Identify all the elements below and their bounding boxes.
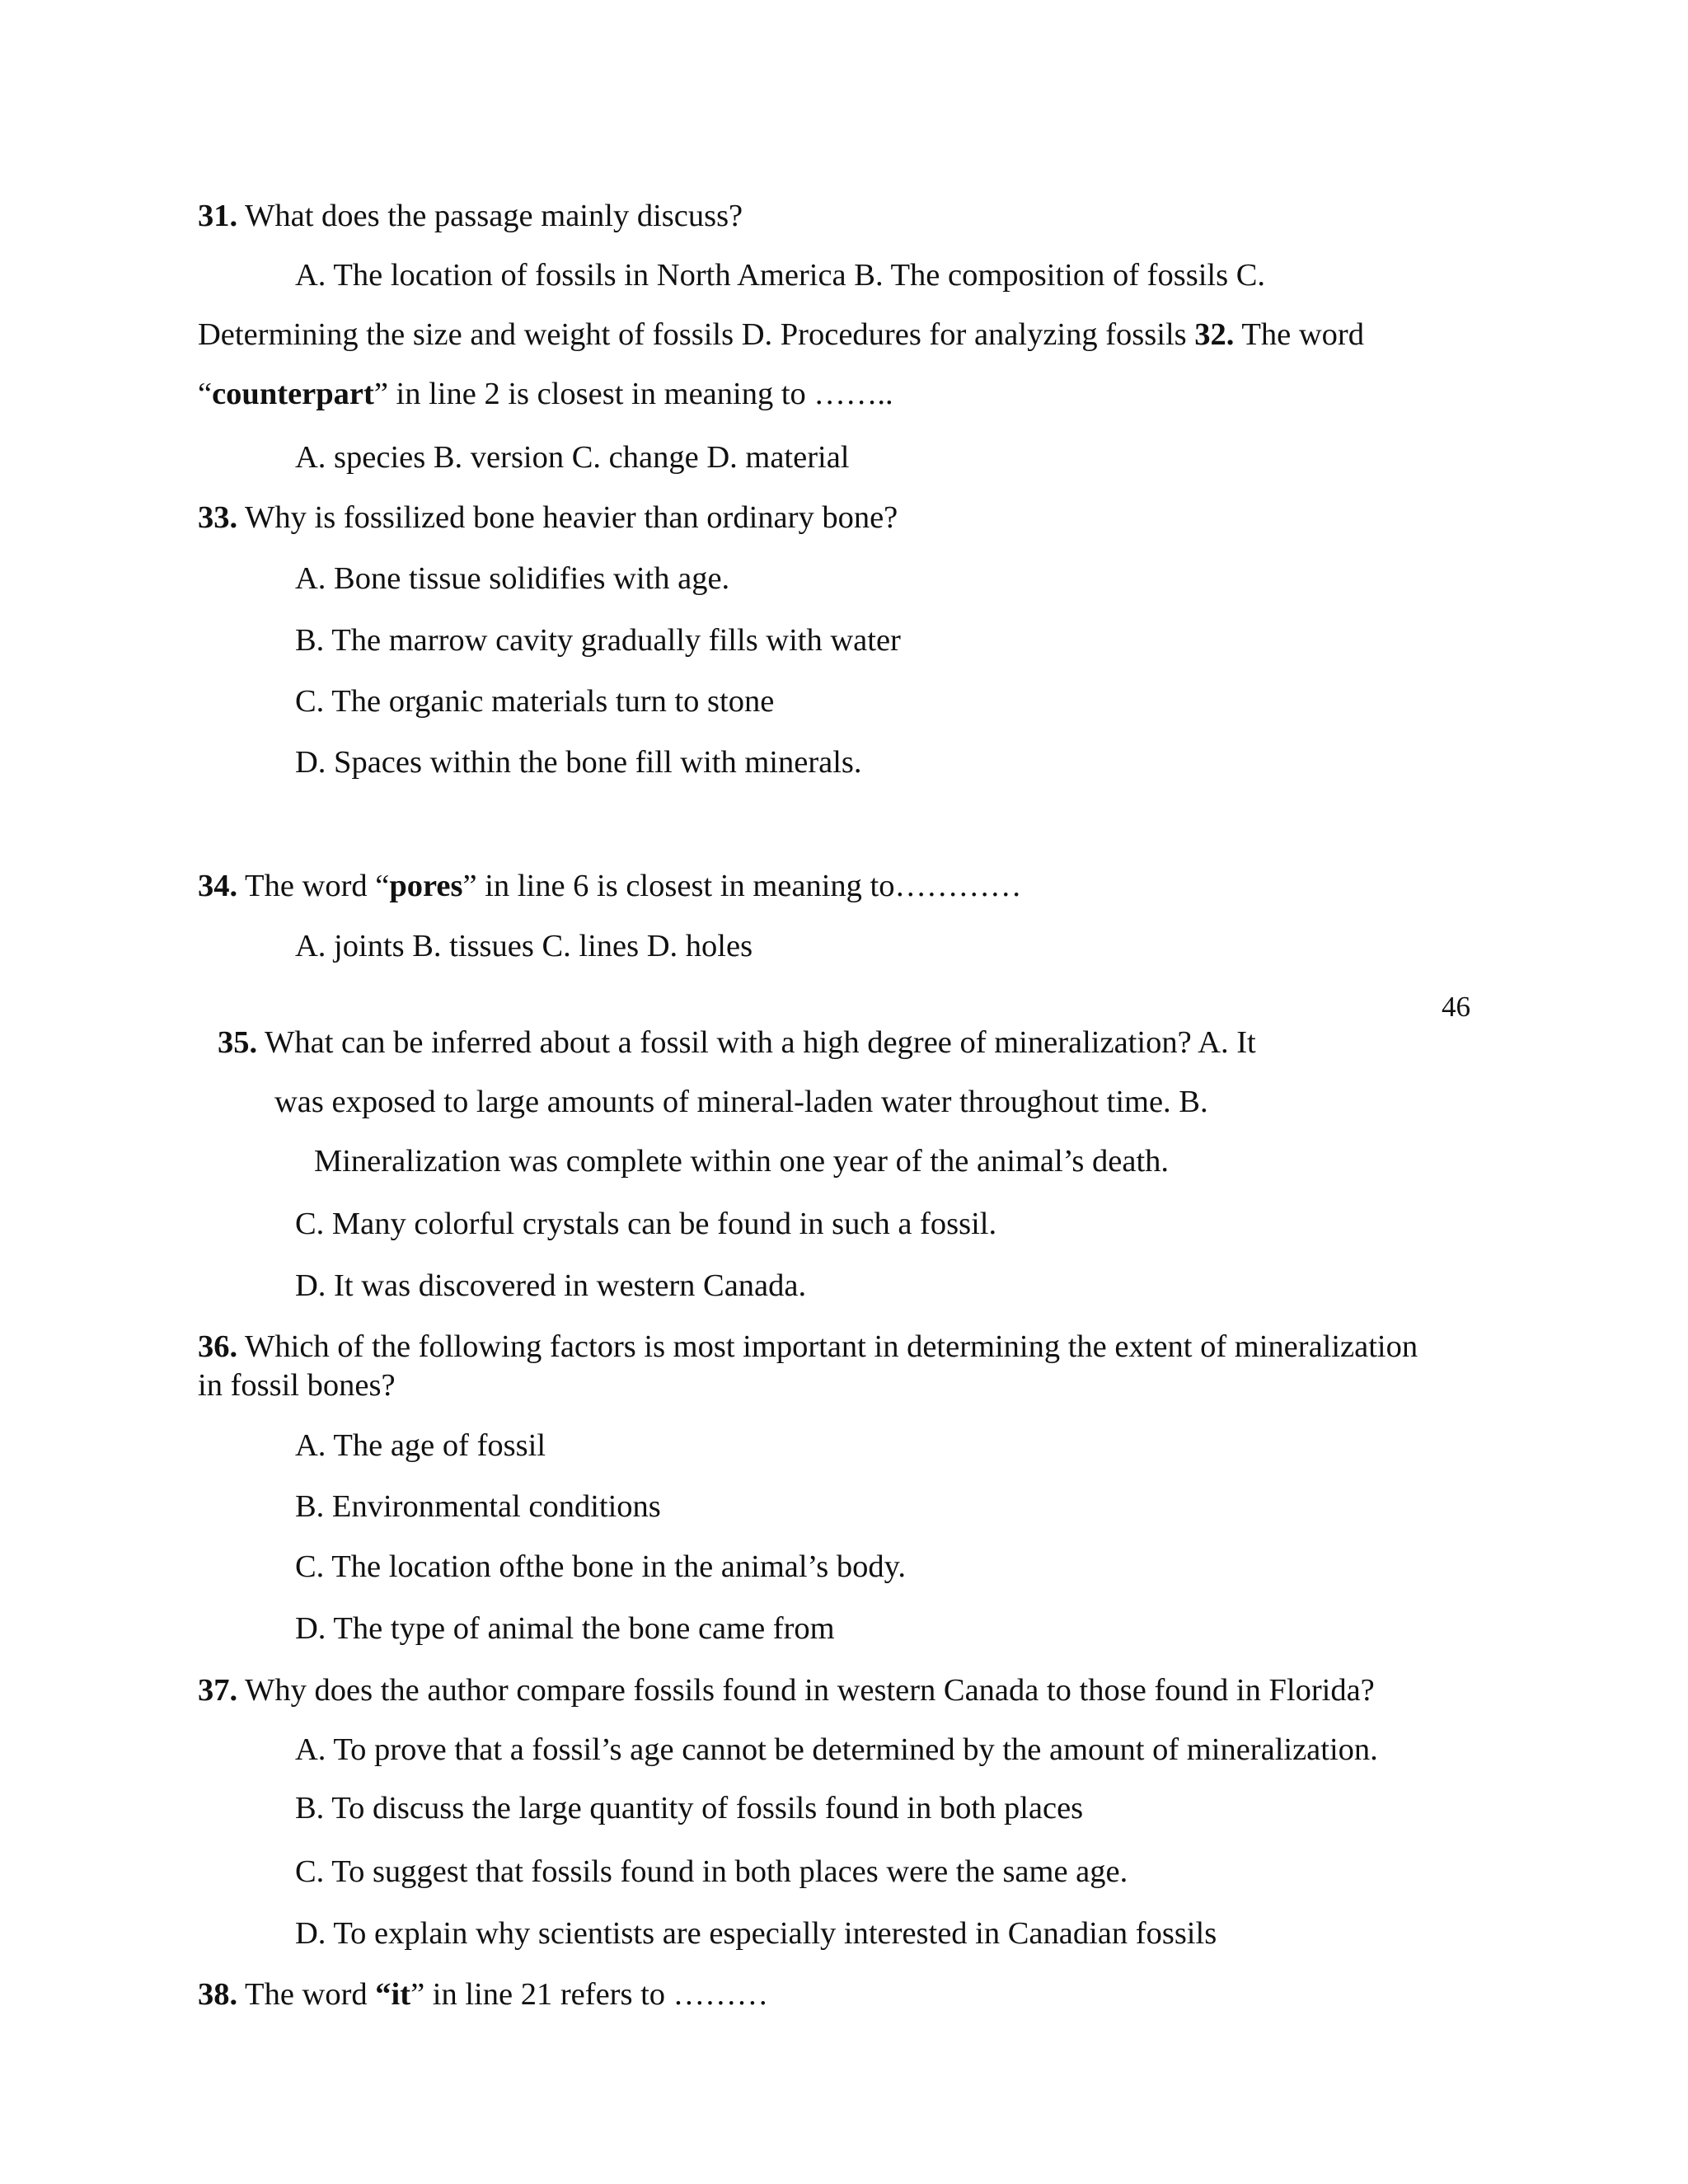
question-36-line: in fossil bones? bbox=[198, 1368, 396, 1403]
question-38: 38. The word “it” in line 21 refers to ……… bbox=[198, 1977, 769, 2012]
question-33 bbox=[198, 502, 898, 534]
key-word: counterpart bbox=[212, 377, 374, 411]
option-a: A. Bone tissue solidifies with age. bbox=[295, 561, 730, 596]
question-31 bbox=[198, 200, 743, 232]
page-number: 46 bbox=[1442, 991, 1470, 1023]
question-32-options: A. species B. version C. change D. material bbox=[295, 440, 850, 475]
key-word: “it bbox=[375, 1977, 411, 2012]
option-d: D. Spaces within the bone fill with minerals. bbox=[295, 745, 862, 780]
option-c: C. To suggest that fossils found in both places were the same age. bbox=[295, 1854, 1128, 1889]
option-b: B. The marrow cavity gradually fills with water bbox=[295, 623, 901, 658]
question-32-text: “counterpart” in line 2 is closest in meaning to …….. bbox=[198, 377, 893, 411]
question-text: Why is fossilized bone heavier than ordinary bone? bbox=[237, 500, 898, 535]
option-d: D. To explain why scientists are especially interested in Canadian fossils bbox=[295, 1916, 1217, 1951]
question-text: What does the passage mainly discuss? bbox=[237, 199, 743, 233]
question-text: Why does the author compare fossils found in western Canada to those found in Florida? bbox=[237, 1673, 1375, 1708]
question-35-line: Mineralization was complete within one year of the animal’s death. bbox=[314, 1144, 1170, 1179]
option-c: C. Many colorful crystals can be found in such a fossil. bbox=[295, 1207, 997, 1241]
question-number: 35. bbox=[218, 1025, 258, 1060]
question-35-line: was exposed to large amounts of mineral-laden water throughout time. B. bbox=[274, 1085, 1208, 1119]
question-number: 32. bbox=[1194, 317, 1235, 352]
question-number: 31. bbox=[198, 199, 238, 233]
question-31-options-line: A. The location of fossils in North America B. The composition of fossils C. bbox=[295, 258, 1265, 293]
question-34-options: A. joints B. tissues C. lines D. holes bbox=[295, 929, 753, 963]
question-31-options-line: Determining the size and weight of fossils D. Procedures for analyzing fossils 32. The word bbox=[198, 317, 1364, 352]
key-word: pores bbox=[389, 869, 463, 903]
option-c: C. The organic materials turn to stone bbox=[295, 684, 775, 719]
question-36 bbox=[198, 1331, 1418, 1363]
question-number: 33. bbox=[198, 500, 238, 535]
question-text: Which of the following factors is most important in determining the extent of mineralization bbox=[237, 1329, 1418, 1364]
question-34: 34. The word “pores” in line 6 is closest in meaning to………… bbox=[198, 869, 1022, 903]
question-37 bbox=[198, 1675, 1375, 1707]
option-c: C. The location ofthe bone in the animal’s body. bbox=[295, 1549, 906, 1584]
question-number: 37. bbox=[198, 1673, 238, 1708]
option-d: D. It was discovered in western Canada. bbox=[295, 1268, 807, 1303]
question-text: What can be inferred about a fossil with a high degree of mineralization? A. It bbox=[257, 1025, 1256, 1060]
option-a: A. The age of fossil bbox=[295, 1428, 546, 1463]
question-number: 38. bbox=[198, 1977, 238, 2012]
question-number: 34. bbox=[198, 869, 238, 903]
option-b: B. Environmental conditions bbox=[295, 1489, 661, 1524]
option-d: D. The type of animal the bone came from bbox=[295, 1611, 835, 1646]
question-number: 36. bbox=[198, 1329, 238, 1364]
option-b: B. To discuss the large quantity of fossils found in both places bbox=[295, 1791, 1084, 1825]
question-35 bbox=[218, 1027, 1256, 1059]
option-a: A. To prove that a fossil’s age cannot be determined by the amount of mineralization. bbox=[295, 1732, 1378, 1767]
